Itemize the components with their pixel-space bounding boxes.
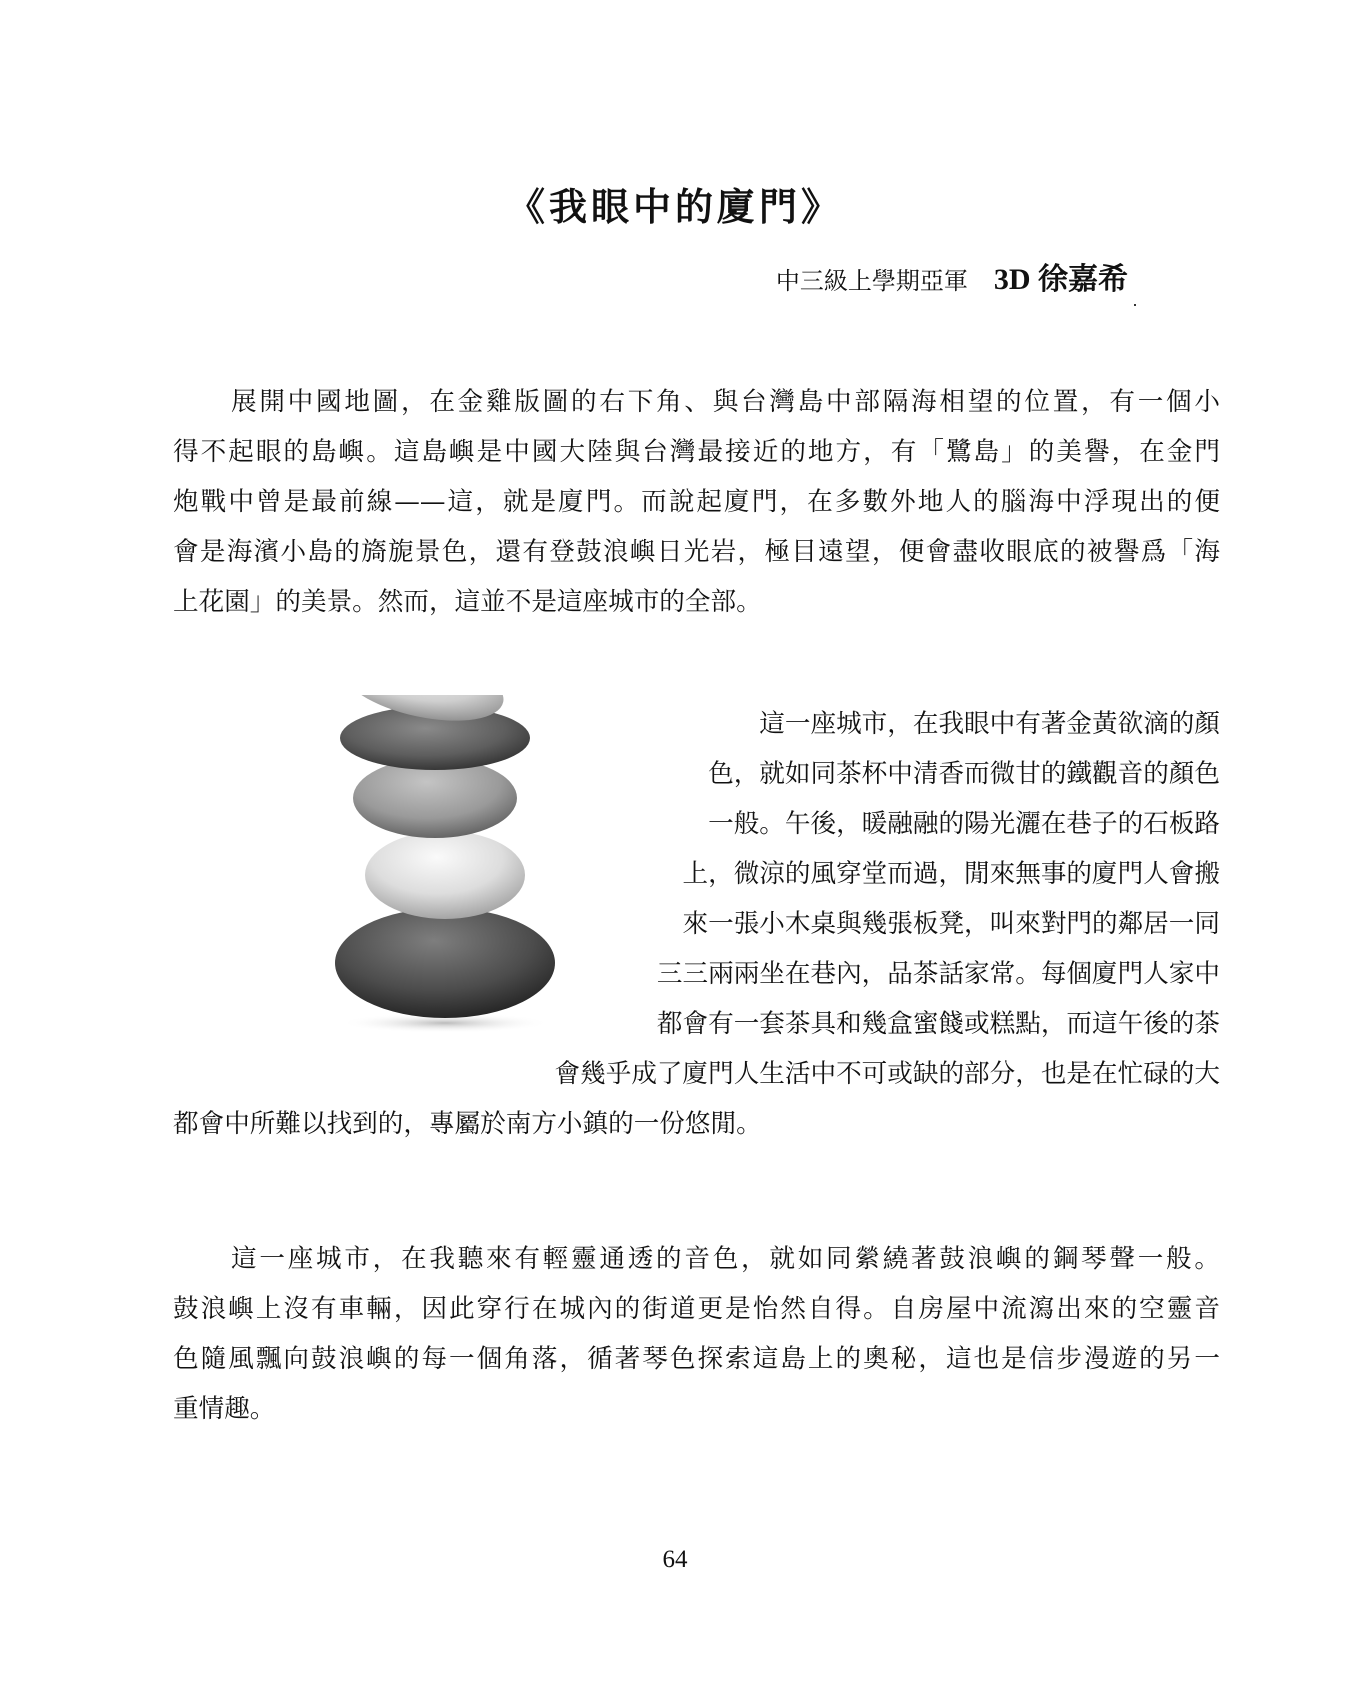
paragraph-line: 展開中國地圖，在金雞版圖的右下角、與台灣島中部隔海相望的位置，有一個小 <box>231 387 1220 417</box>
paragraph-line: 來一張小木桌與幾張板凳，叫來對門的鄰居一同 <box>682 909 1220 939</box>
paragraph-1 <box>173 377 1220 627</box>
paragraph-line: 一般。午後，暖融融的陽光灑在巷子的石板路 <box>708 809 1220 839</box>
paragraph-line: 鼓浪嶼上沒有車輛，因此穿行在城內的街道更是怡然自得。自房屋中流瀉出來的空靈音 <box>173 1294 1220 1324</box>
paragraph-2-tail <box>173 1099 1220 1149</box>
paragraph-line: 都會中所難以找到的，專屬於南方小鎮的一份悠閒。 <box>173 1109 762 1139</box>
paragraph-line: 三三兩兩坐在巷內，品茶話家常。每個廈門人家中 <box>656 959 1220 989</box>
paragraph-3 <box>173 1234 1220 1434</box>
stray-mark <box>1134 304 1136 306</box>
paragraph-line: 上，微涼的風穿堂而過，閒來無事的廈門人會搬 <box>682 859 1220 889</box>
page-title: 《我眼中的廈門》 <box>506 184 843 229</box>
paragraph-line: 色隨風飄向鼓浪嶼的每一個角落，循著琴色探索這島上的奧秘，這也是信步漫遊的另一 <box>173 1344 1220 1374</box>
byline <box>776 262 1128 299</box>
author-name: 3D 徐嘉希 <box>993 263 1128 296</box>
paragraph-line: 這一座城市，在我聽來有輕靈通透的音色，就如同縈繞著鼓浪嶼的鋼琴聲一般。 <box>231 1244 1220 1274</box>
paragraph-line: 會幾乎成了廈門人生活中不可或缺的部分，也是在忙碌的大 <box>554 1059 1220 1089</box>
award-label: 中三級上學期亞軍 <box>775 267 968 295</box>
paragraph-line: 會是海濱小島的旖旎景色，還有登鼓浪嶼日光岩，極目遠望，便會盡收眼底的被譽爲「海 <box>173 537 1220 567</box>
paragraph-line: 色，就如同茶杯中清香而微甘的鐵觀音的顏色 <box>708 759 1220 789</box>
paragraph-line: 上花園」的美景。然而，這並不是這座城市的全部。 <box>173 587 762 617</box>
stone-bottom <box>335 908 555 1018</box>
paragraph-line: 這一座城市，在我眼中有著金黃欲滴的顏 <box>759 709 1220 739</box>
stacked-stones-image <box>330 695 560 1040</box>
stone-fourth <box>365 831 525 919</box>
page-number: 64 <box>662 1546 688 1573</box>
paragraph-line: 都會有一套茶具和幾盒蜜餞或糕點，而這午後的茶 <box>656 1009 1220 1039</box>
paragraph-line: 炮戰中曾是最前線——這，就是廈門。而說起廈門，在多數外地人的腦海中浮現出的便 <box>173 487 1220 517</box>
paragraph-line: 重情趣。 <box>173 1394 276 1424</box>
paragraph-line: 得不起眼的島嶼。這島嶼是中國大陸與台灣最接近的地方，有「鷺島」的美譽，在金門 <box>173 437 1220 467</box>
